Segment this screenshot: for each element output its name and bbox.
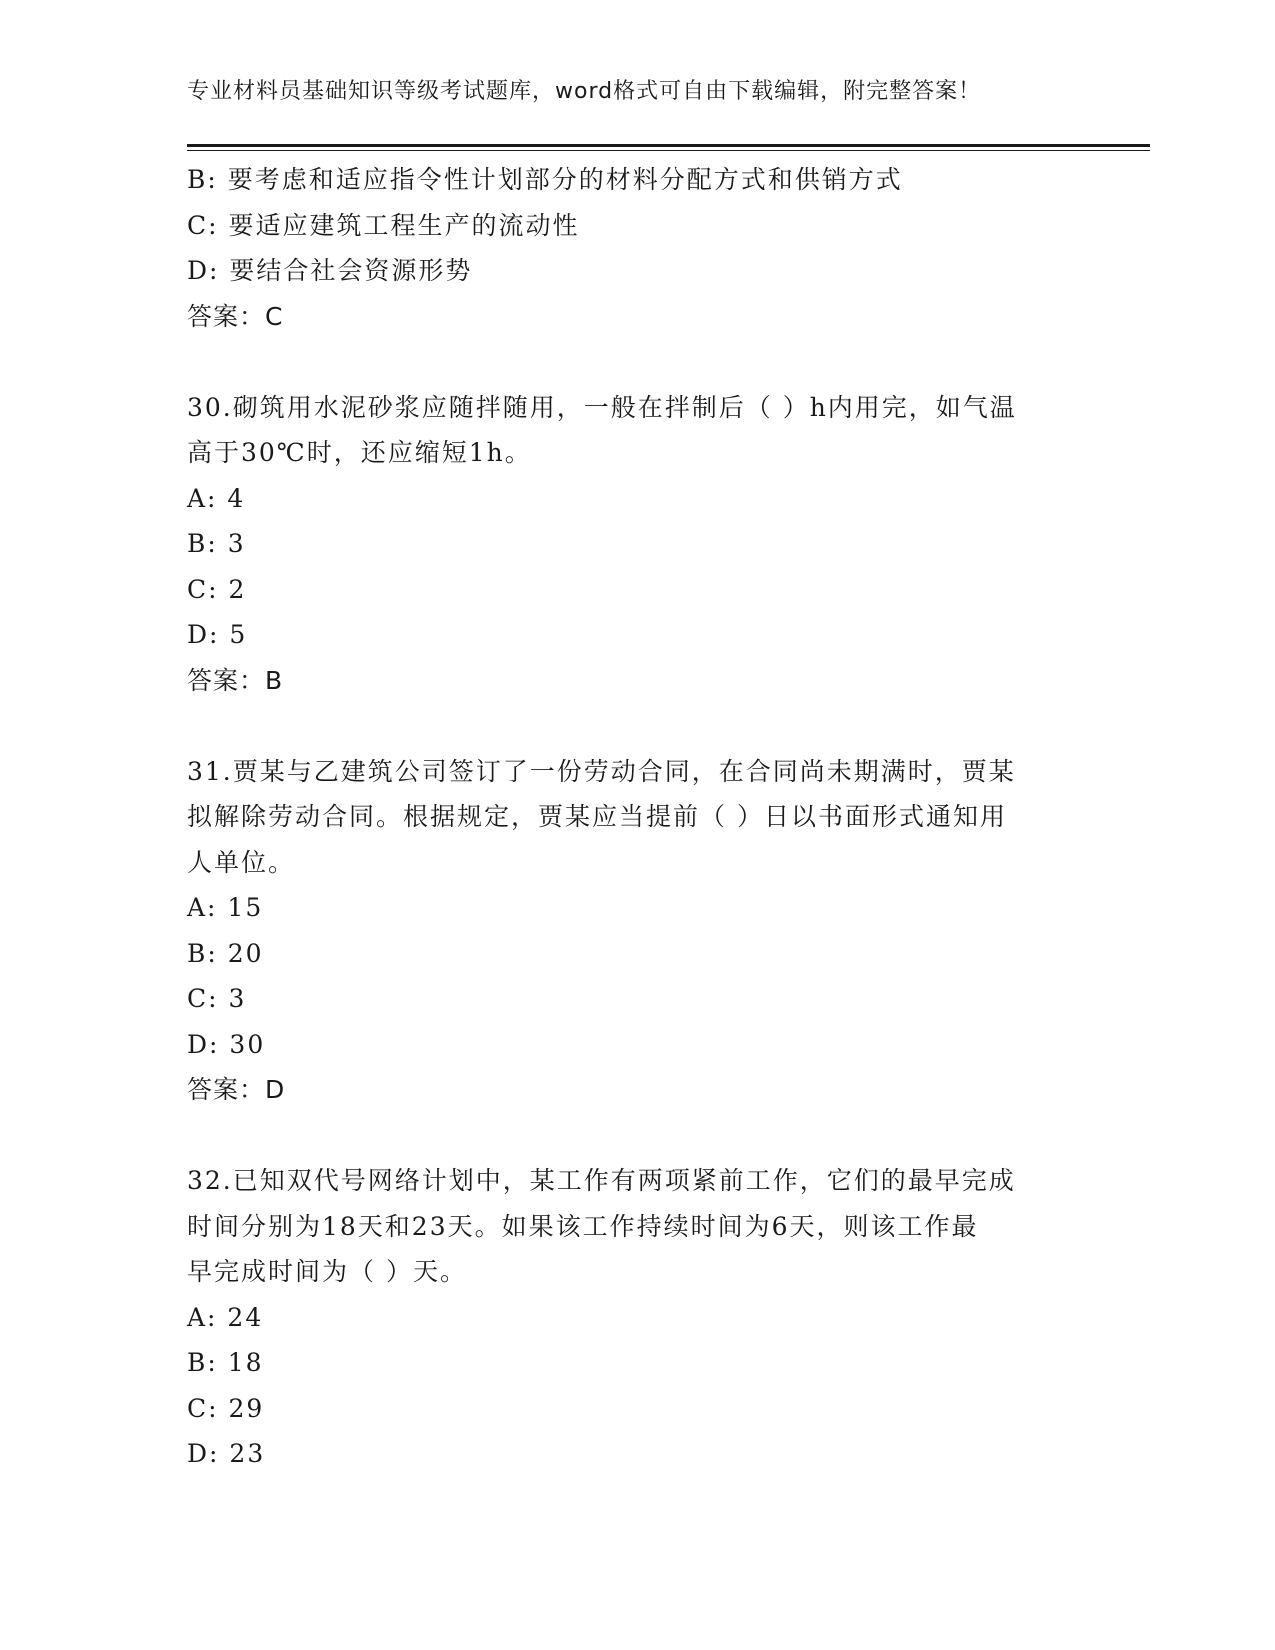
question-32-stem-line-1: 32.已知双代号网络计划中，某工作有两项紧前工作，它们的最早完成 <box>187 1166 1016 1195</box>
question-31-stem-line-1: 31.贾某与乙建筑公司签订了一份劳动合同，在合同尚未期满时，贾某 <box>187 756 1016 786</box>
question-31-answer: 答案：D <box>187 1075 286 1104</box>
spacer <box>187 703 1087 749</box>
question-31-option-c: C: 3 <box>187 984 247 1013</box>
question-30-option-d: D: 5 <box>187 620 248 649</box>
question-32-option-b: B: 18 <box>187 1348 264 1377</box>
option-c: C: 要适应建筑工程生产的流动性 <box>187 210 580 240</box>
question-32-stem-line-2: 时间分别为18天和23天。如果该工作持续时间为6天，则该工作最 <box>187 1211 979 1241</box>
question-30-stem-line-2: 高于30℃时，还应缩短1h。 <box>187 438 532 467</box>
page-header: 专业材料员基础知识等级考试题库，word格式可自由下载编辑，附完整答案！ <box>187 79 982 104</box>
option-d: D: 要结合社会资源形势 <box>187 256 473 285</box>
question-31-option-d: D: 30 <box>187 1029 266 1059</box>
document-body <box>187 157 1087 1477</box>
question-31-stem-line-2: 拟解除劳动合同。根据规定，贾某应当提前（ ）日以书面形式通知用 <box>187 802 1007 831</box>
question-31-stem-line-3: 人单位。 <box>187 847 296 877</box>
question-30-stem-line-1: 30.砌筑用水泥砂浆应随拌随用，一般在拌制后（ ）h内用完，如气温 <box>187 392 1017 422</box>
question-30-option-c: C: 2 <box>187 574 247 604</box>
question-30-answer: 答案：B <box>187 665 284 695</box>
question-32-option-d: D: 23 <box>187 1439 266 1468</box>
answer: 答案：C <box>187 301 284 331</box>
question-31-option-b: B: 20 <box>187 938 264 968</box>
question-32-option-a: A: 24 <box>187 1302 264 1332</box>
question-30-option-a: A: 4 <box>187 483 246 513</box>
question-32-option-c: C: 29 <box>187 1393 265 1423</box>
option-b: B: 要考虑和适应指令性计划部分的材料分配方式和供销方式 <box>187 165 903 194</box>
header-rule-thick <box>187 144 1150 147</box>
spacer <box>187 339 1087 385</box>
spacer <box>187 1113 1087 1159</box>
question-30-option-b: B: 3 <box>187 529 246 558</box>
header-rule-thin <box>187 150 1150 151</box>
question-32-stem-line-3: 早完成时间为（ ）天。 <box>187 1257 467 1286</box>
question-31-option-a: A: 15 <box>187 893 264 922</box>
